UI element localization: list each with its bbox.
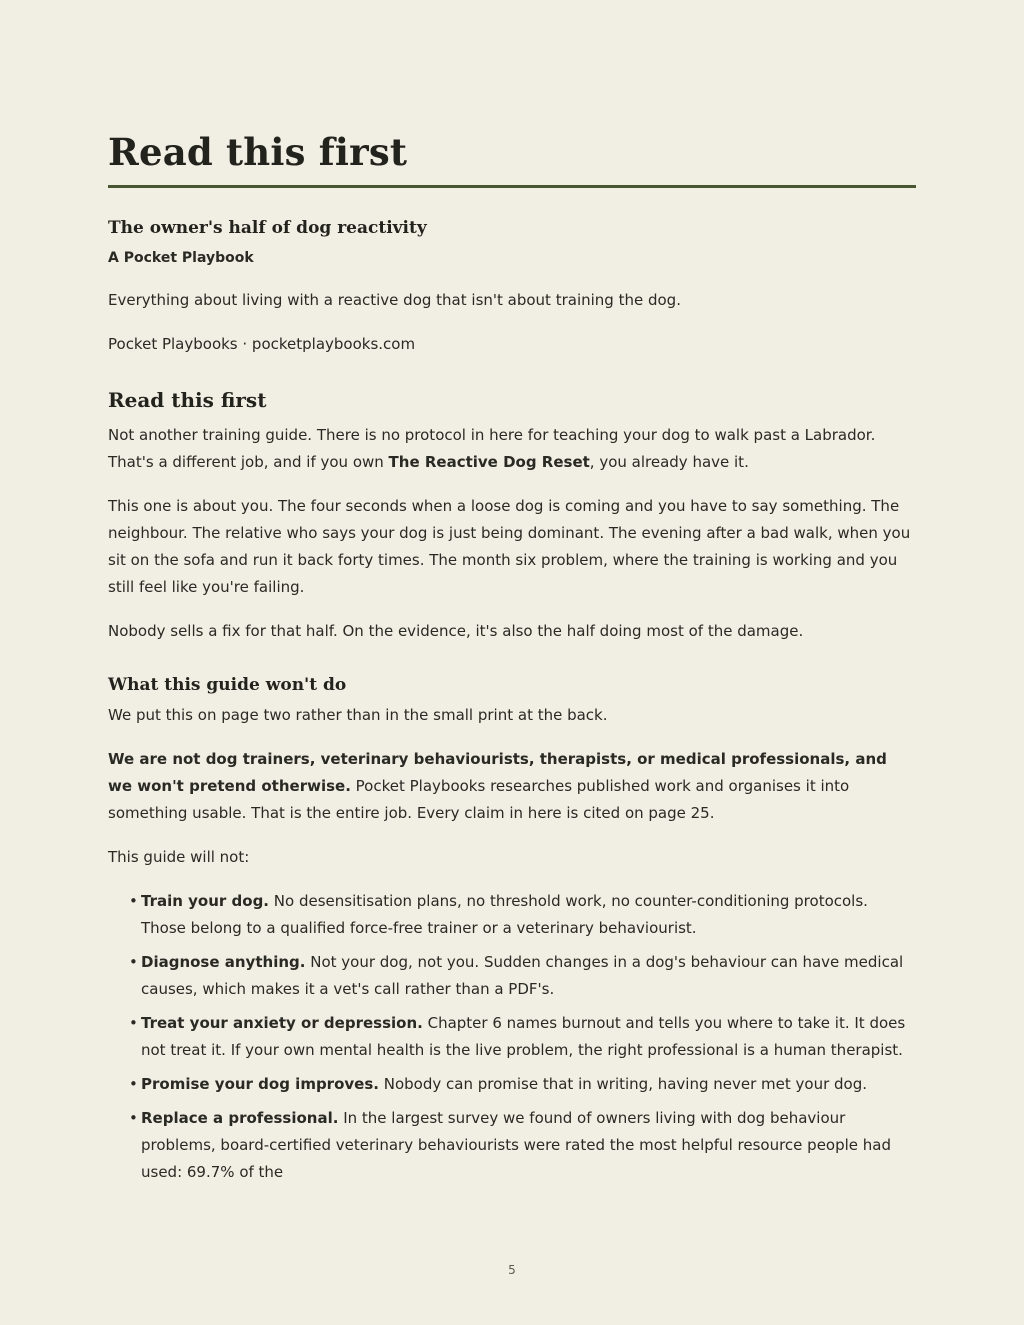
bullet-icon: • [129, 1109, 138, 1127]
cover-subtitle: A Pocket Playbook [108, 250, 254, 266]
wont-paragraph-1: We put this on page two rather than in the small print at the back. [108, 706, 608, 724]
list-item: • Treat your anxiety or depression. Chapter 6 names burnout and tells you where to take it. It does not treat it. If your own mental health is the live problem, the right professional is a human therapist. [129, 1010, 916, 1064]
intro-paragraph-1: Not another training guide. There is no protocol in here for teaching your dog to walk past a Labrador. That's a different job, and if you own The Reactive Dog Reset, you already have it. [108, 426, 876, 471]
book-title-reference: The Reactive Dog Reset [388, 453, 590, 471]
disclaimer-paragraph: We are not dog trainers, veterinary behaviourists, therapists, or medical professionals, and we won't pretend otherwise. Pocket Playbooks researches published work and organises it into something usable. That is the entire job. Every claim in here is cited on page 25. [108, 750, 887, 822]
list-intro: This guide will not: [108, 848, 250, 866]
cover-tagline: Everything about living with a reactive dog that isn't about training the dog. [108, 291, 681, 309]
section-heading-read-first: Read this first [108, 388, 267, 412]
publisher-line: Pocket Playbooks · pocketplaybooks.com [108, 335, 416, 353]
bullet-icon: • [129, 953, 138, 971]
list-item: • Train your dog. No desensitisation plans, no threshold work, no counter-conditioning protocols. Those belong to a qualified force-free trainer or a veterinary behaviourist. [129, 888, 916, 942]
section-heading-wont-do: What this guide won't do [108, 675, 347, 695]
bullet-icon: • [129, 892, 138, 910]
intro-paragraph-2: This one is about you. The four seconds when a loose dog is coming and you have to say something. The neighbour. The relative who says your dog is just being dominant. The evening after a bad walk, when you sit on the sofa and run it back forty times. The month six problem, where the training is working and you still feel like you're failing. [108, 497, 911, 596]
intro-paragraph-3: Nobody sells a fix for that half. On the evidence, it's also the half doing most of the damage. [108, 622, 804, 640]
bullet-icon: • [129, 1075, 138, 1093]
list-item: • Promise your dog improves. Nobody can promise that in writing, having never met your dog. [129, 1071, 916, 1098]
page-title: Read this first [108, 130, 408, 174]
list-item: • Diagnose anything. Not your dog, not you. Sudden changes in a dog's behaviour can have medical causes, which makes it a vet's call rather than a PDF's. [129, 949, 916, 1003]
cover-heading: The owner's half of dog reactivity [108, 218, 427, 238]
wont-do-list [108, 888, 916, 1186]
page-number: 5 [508, 1263, 516, 1277]
bullet-icon: • [129, 1014, 138, 1032]
page-content [108, 128, 916, 1193]
list-item: • Replace a professional. In the largest survey we found of owners living with dog behaviour problems, board-certified veterinary behaviourists were rated the most helpful resource people had used: 69.7% of the [129, 1105, 916, 1186]
title-rule [108, 185, 916, 188]
